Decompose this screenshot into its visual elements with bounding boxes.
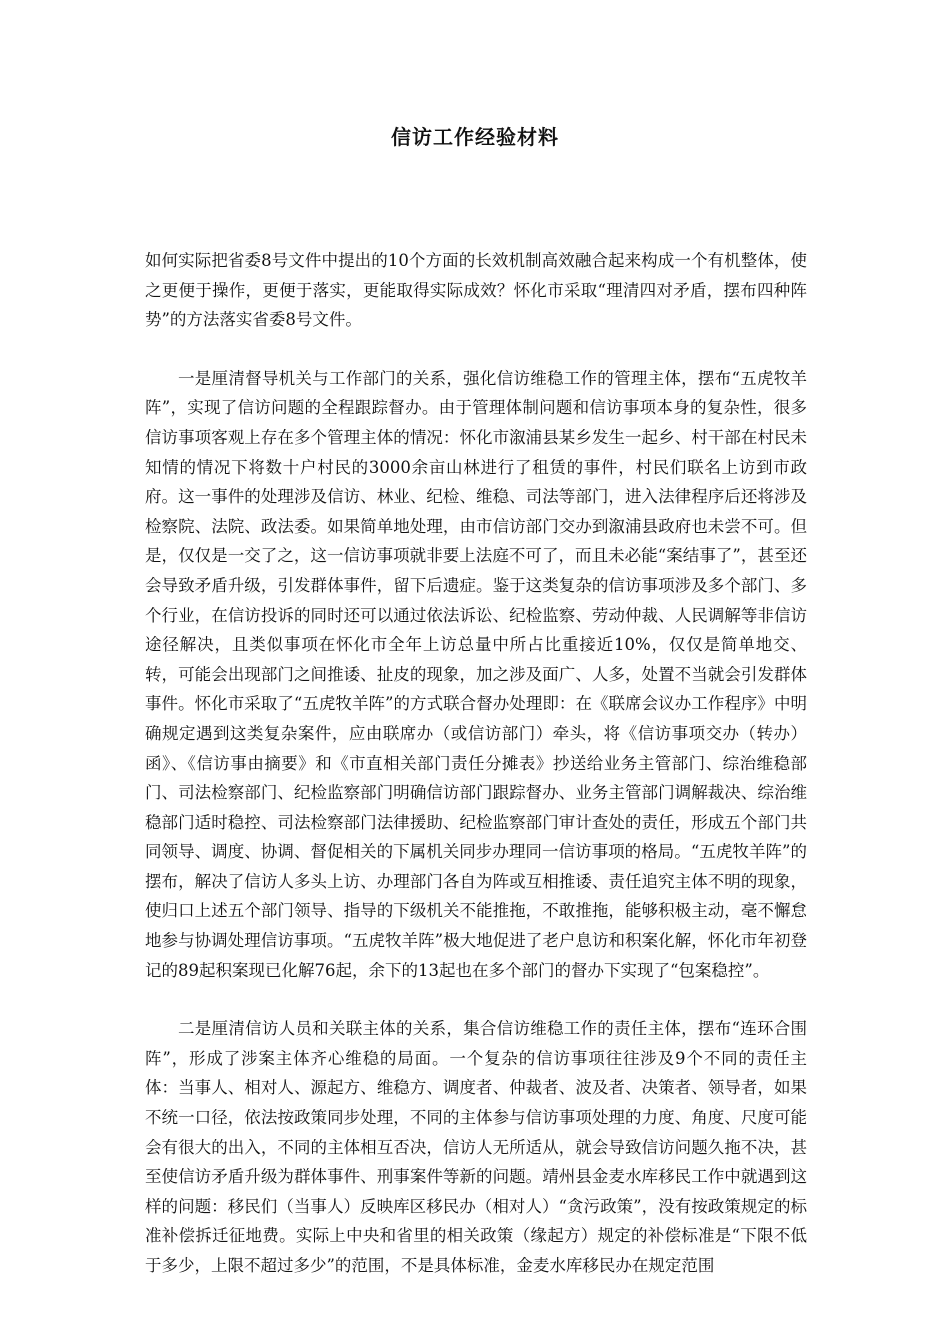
- paragraph-spacer: [145, 335, 807, 364]
- document-title: 信访工作经验材料: [391, 125, 559, 149]
- paragraph-first-point: 一是厘清督导机关与工作部门的关系，强化信访维稳工作的管理主体，摆布“五虎牧羊阵”，实现了信访问题的全程跟踪督办。由于管理体制问题和信访事项本身的复杂性，很多信访事项客观上存在多个管理主体的情况：怀化市溆浦县某乡发生一起乡、村干部在村民未知情的情况下将数十户村民的3000余亩山林进行了租赁的事件，村民们联名上访到市政府。这一事件的处理涉及信访、林业、纪检、维稳、司法等部门，进入法律程序后还将涉及检察院、法院、政法委。如果简单地处理，由市信访部门交办到溆浦县政府也未尝不可。但是，仅仅是一交了之，这一信访事项就非要上法庭不可了，而且未必能“案结事了”，甚至还会导致矛盾升级，引发群体事件，留下后遗症。鉴于这类复杂的信访事项涉及多个部门、多个行业，在信访投诉的同时还可以通过依法诉讼、纪检监察、劳动仲裁、人民调解等非信访途径解决，且类似事项在怀化市全年上访总量中所占比重接近10%，仅仅是简单地交、转，可能会出现部门之间推诿、扯皮的现象，加之涉及面广、人多，处置不当就会引发群体事件。怀化市采取了“五虎牧羊阵”的方式联合督办处理即：在《联席会议办工作程序》中明确规定遇到这类复杂案件，应由联席办（或信访部门）牵头，将《信访事项交办（转办）函》、《信访事由摘要》和《市直相关部门责任分摊表》抄送给业务主管部门、综治维稳部门、司法检察部门、纪检监察部门明确信访部门跟踪督办、业务主管部门调解裁决、综治维稳部门适时稳控、司法检察部门法律援助、纪检监察部门审计查处的责任，形成五个部门共同领导、调度、协调、督促相关的下属机关同步办理同一信访事项的格局。“五虎牧羊阵”的摆布，解决了信访人多头上访、办理部门各自为阵或互相推诿、责任追究主体不明的现象，使归口上述五个部门领导、指导的下级机关不能推拖，不敢推拖，能够积极主动，毫不懈怠地参与协调处理信访事项。“五虎牧羊阵”极大地促进了老户息访和积案化解，怀化市年初登记的89起积案现已化解76起，余下的13起也在多个部门的督办下实现了“包案稳控”。: [145, 368, 807, 980]
- paragraph-intro: 如何实际把省委8号文件中提出的10个方面的长效机制高效融合起来构成一个有机整体，使之更便于操作，更便于落实，更能取得实际成效？怀化市采取“理清四对矛盾，摆布四种阵势”的方法落实省委8号文件。: [145, 251, 807, 330]
- paragraph-second-point: 二是厘清信访人员和关联主体的关系，集合信访维稳工作的责任主体，摆布“连环合围阵”，形成了涉案主体齐心维稳的局面。一个复杂的信访事项往往涉及9个不同的责任主体：当事人、相对人、源起方、维稳方、调度者、仲裁者、波及者、决策者、领导者，如果不统一口径，依法按政策同步处理，不同的主体参与信访事项处理的力度、角度、尺度可能会有很大的出入，不同的主体相互否决，信访人无所适从，就会导致信访问题久拖不决，甚至使信访矛盾升级为群体事件、刑事案件等新的问题。靖州县金麦水库移民工作中就遇到这样的问题：移民们（当事人）反映库区移民办（相对人）“贪污政策”，没有按政策规定的标准补偿拆迁征地费。实际上中央和省里的相关政策（缘起方）规定的补偿标准是“下限不低于多少，上限不超过多少”的范围，不是具体标准，金麦水库移民办在规定范围: [145, 1019, 807, 1275]
- paragraph-spacer: [145, 985, 807, 1014]
- document-body: [145, 246, 807, 1281]
